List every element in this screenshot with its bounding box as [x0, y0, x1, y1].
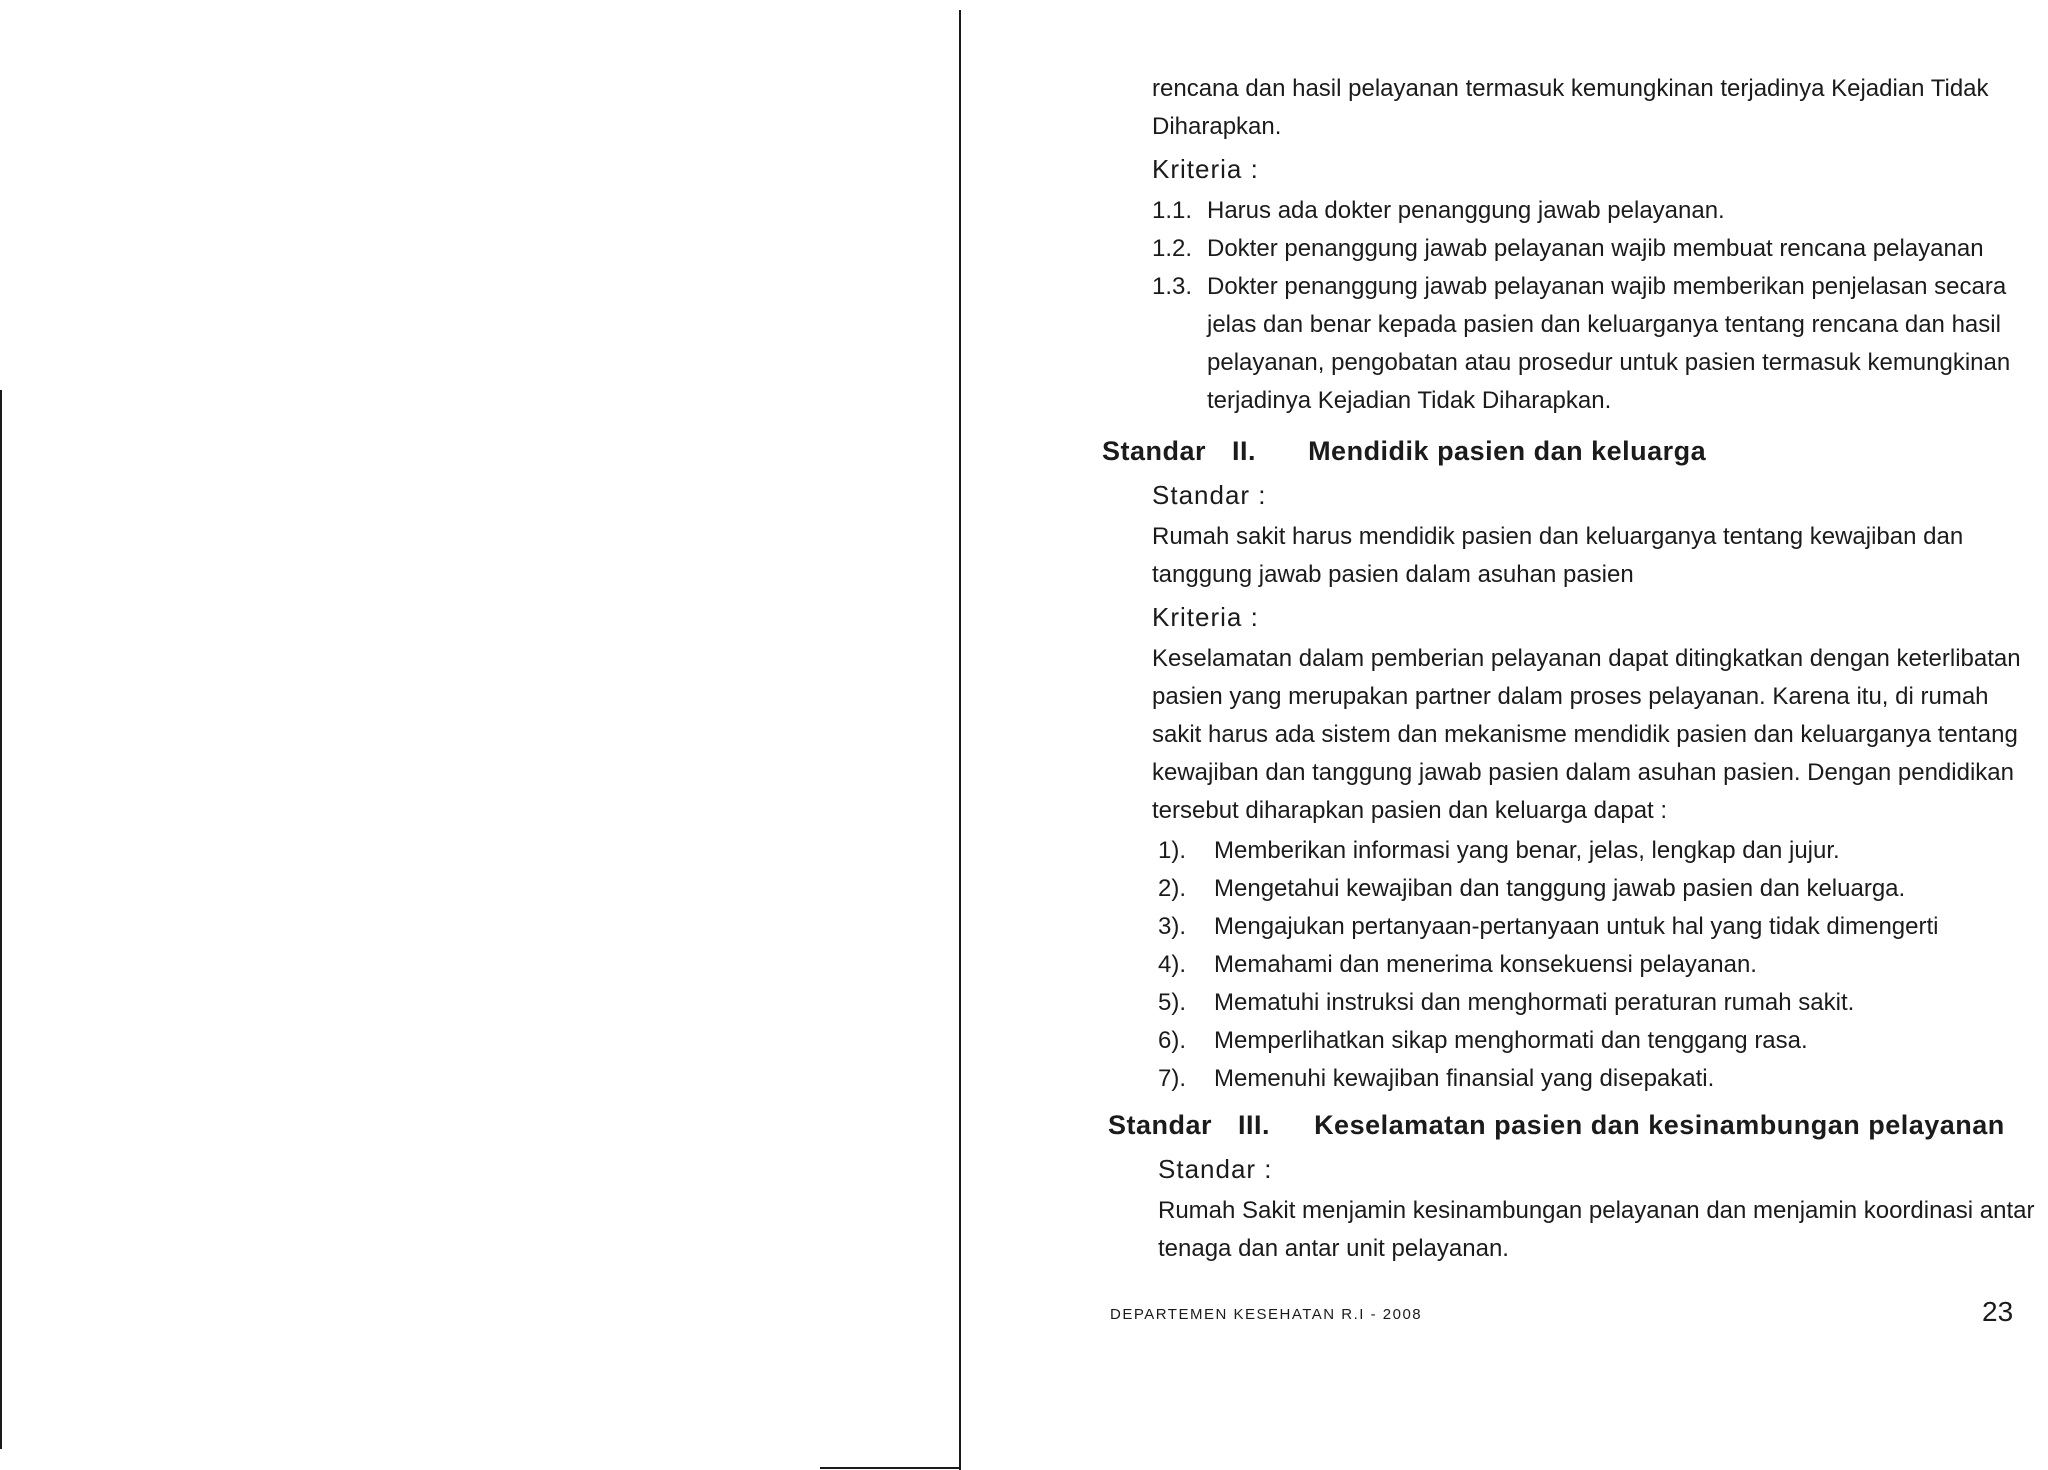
item-text: Dokter penanggung jawab pelayanan wajib memberikan penjelasan secara	[1207, 273, 2007, 300]
kriteria-text-line: sakit harus ada sistem dan mekanisme mendidik pasien dan keluarganya tentang	[1152, 721, 2018, 748]
item-number: 7).	[1158, 1065, 1187, 1092]
kriteria-text-line: pasien yang merupakan partner dalam proses pelayanan. Karena itu, di rumah	[1152, 683, 1989, 710]
footer-publisher: DEPARTEMEN KESEHATAN R.I - 2008	[1110, 1306, 1423, 1323]
standar-3-heading	[1108, 1110, 2005, 1140]
intro-line: rencana dan hasil pelayanan termasuk kemungkinan terjadinya Kejadian Tidak	[1152, 75, 1989, 102]
standar-text-line: tanggung jawab pasien dalam asuhan pasien	[1152, 561, 1634, 588]
intro-line: Diharapkan.	[1152, 113, 1282, 140]
item-text: Mengetahui kewajiban dan tanggung jawab pasien dan keluarga.	[1214, 875, 1906, 902]
item-number: 1.1.	[1152, 197, 1193, 224]
left-page-edge	[0, 390, 2, 1449]
book-spine-line	[959, 10, 961, 1470]
kriteria-text-line: tersebut diharapkan pasien dan keluarga dapat :	[1152, 797, 1668, 824]
item-text: Mematuhi instruksi dan menghormati peraturan rumah sakit.	[1214, 989, 1855, 1016]
standar-text-line: Rumah Sakit menjamin kesinambungan pelayanan dan menjamin koordinasi antar	[1158, 1197, 2035, 1224]
standar-subheading: Standar :	[1158, 1154, 1273, 1184]
standar-subheading: Standar :	[1152, 480, 1267, 510]
standar-text-line: Rumah sakit harus mendidik pasien dan keluarganya tentang kewajiban dan	[1152, 523, 1964, 550]
item-text: Harus ada dokter penanggung jawab pelayanan.	[1207, 197, 1725, 224]
standar-text-line: tenaga dan antar unit pelayanan.	[1158, 1235, 1509, 1262]
kriteria-heading: Kriteria :	[1152, 602, 1259, 632]
item-number: 1.2.	[1152, 235, 1193, 262]
item-number: 3).	[1158, 913, 1187, 940]
item-text-continued: jelas dan benar kepada pasien dan keluarganya tentang rencana dan hasil	[1207, 311, 2001, 338]
standar-label: Standar	[1108, 1110, 1213, 1140]
kriteria-text-line: Keselamatan dalam pemberian pelayanan dapat ditingkatkan dengan keterlibatan	[1152, 645, 2021, 672]
standar-title: Mendidik pasien dan keluarga	[1308, 436, 1707, 466]
kriteria-text-line: kewajiban dan tanggung jawab pasien dalam asuhan pasien. Dengan pendidikan	[1152, 759, 2014, 786]
kriteria-heading: Kriteria :	[1152, 154, 1259, 184]
item-text: Memahami dan menerima konsekuensi pelayanan.	[1214, 951, 1757, 978]
spine-foot-line	[820, 1467, 961, 1469]
item-text: Mengajukan pertanyaan-pertanyaan untuk hal yang tidak dimengerti	[1214, 913, 1939, 940]
item-number: 2).	[1158, 875, 1187, 902]
item-number: 1.3.	[1152, 273, 1193, 300]
standar-label: Standar	[1102, 436, 1207, 466]
item-text: Memberikan informasi yang benar, jelas, lengkap dan jujur.	[1214, 837, 1840, 864]
standar-number: II.	[1232, 436, 1257, 466]
item-number: 6).	[1158, 1027, 1187, 1054]
item-text: Memperlihatkan sikap menghormati dan tenggang rasa.	[1214, 1027, 1808, 1054]
item-text-continued: pelayanan, pengobatan atau prosedur untuk pasien termasuk kemungkinan	[1207, 349, 2011, 376]
item-text: Memenuhi kewajiban finansial yang disepakati.	[1214, 1065, 1715, 1092]
standar-title: Keselamatan pasien dan kesinambungan pelayanan	[1314, 1110, 2005, 1140]
page-number: 23	[1982, 1296, 2014, 1327]
item-text: Dokter penanggung jawab pelayanan wajib membuat rencana pelayanan	[1207, 235, 1984, 262]
item-number: 1).	[1158, 837, 1187, 864]
item-text-continued: terjadinya Kejadian Tidak Diharapkan.	[1207, 387, 1612, 414]
item-number: 5).	[1158, 989, 1187, 1016]
standar-2-heading	[1102, 436, 1706, 466]
standar-number: III.	[1238, 1110, 1271, 1140]
item-number: 4).	[1158, 951, 1187, 978]
